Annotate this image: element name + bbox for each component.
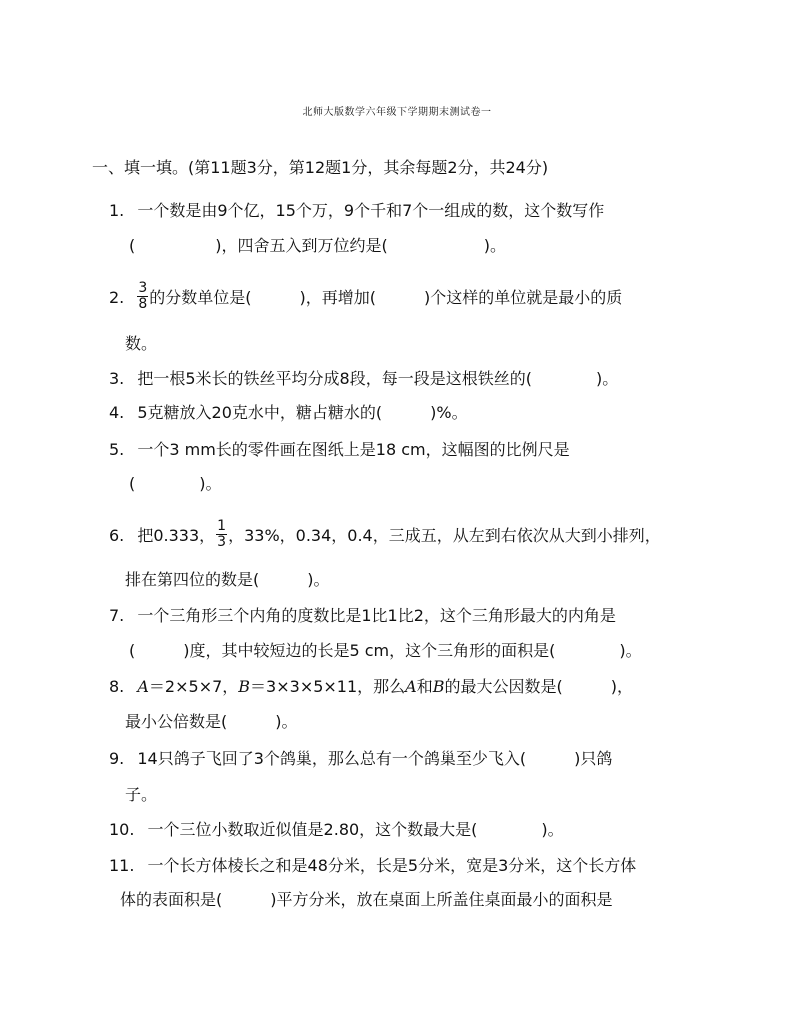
question-5-line-1 bbox=[109, 440, 570, 460]
question-text: ，33%，0.34，0.4，三成五，从左到右依次从大到小排列， bbox=[228, 526, 661, 545]
question-8-line-1 bbox=[109, 677, 633, 697]
question-9-line-1 bbox=[109, 749, 612, 769]
question-5-line-2: ( )。 bbox=[129, 474, 222, 493]
question-11-line-2: 体的表面积是( )平方分米，放在桌面上所盖住桌面最小的面积是 bbox=[120, 890, 613, 909]
question-1-line-2: ( )，四舍五入到万位约是( )。 bbox=[129, 236, 506, 255]
question-text: 一个数是由9个亿，15个万，9个千和7个一组成的数，这个数写作 bbox=[137, 201, 605, 220]
question-3-line-1 bbox=[109, 369, 618, 389]
question-text: 把0.333， bbox=[137, 526, 216, 545]
question-7-line-2: ( )度，其中较短边的长是5 cm，这个三角形的面积是( )。 bbox=[129, 641, 642, 660]
question-text: 一个三位小数取近似值是2.80，这个数最大是( )。 bbox=[147, 820, 564, 839]
variable-a: A bbox=[405, 677, 417, 696]
question-8-line-2: 最小公倍数是( )。 bbox=[125, 712, 298, 731]
variable-b: B bbox=[432, 677, 445, 696]
page-title: 北师大版数学六年级下学期期末测试卷一 bbox=[302, 107, 492, 118]
question-text: 把一根5米长的铁丝平均分成8段，每一段是这根铁丝的( )。 bbox=[137, 369, 619, 388]
question-text bbox=[137, 677, 633, 696]
section-heading: 一、填一填。(第11题3分，第12题1分，其余每题2分，共24分) bbox=[92, 158, 549, 177]
question-2-line-2: 数。 bbox=[125, 334, 158, 353]
fraction bbox=[216, 519, 227, 550]
question-number: 10. bbox=[109, 820, 135, 839]
question-text: 一个三角形三个内角的度数比是1比1比2，这个三角形最大的内角是 bbox=[137, 606, 616, 625]
variable-b: B bbox=[238, 677, 251, 696]
fraction-denominator: 3 bbox=[217, 534, 227, 550]
question-4-line-1 bbox=[109, 403, 468, 423]
question-number: 7. bbox=[109, 606, 125, 625]
question-text-part: ＝2×5×7， bbox=[148, 677, 239, 696]
question-number: 2. bbox=[109, 288, 125, 307]
question-text: 14只鸽子飞回了3个鸽巢，那么总有一个鸽巢至少飞入( )只鸽 bbox=[137, 749, 613, 768]
question-text: 一个3 mm长的零件画在图纸上是18 cm，这幅图的比例尺是 bbox=[137, 440, 570, 459]
question-text-part: 的最大公因数是( )， bbox=[444, 677, 634, 696]
question-text: 5克糖放入20克水中，糖占糖水的( )%。 bbox=[137, 403, 468, 422]
question-text: 的分数单位是( )，再增加( )个这样的单位就是最小的质 bbox=[149, 288, 623, 307]
question-number: 8. bbox=[109, 677, 125, 696]
fraction-numerator: 1 bbox=[217, 518, 227, 534]
question-number: 3. bbox=[109, 369, 125, 388]
variable-a: A bbox=[137, 677, 149, 696]
question-11-line-1 bbox=[109, 856, 636, 876]
question-number: 1. bbox=[109, 201, 125, 220]
question-6-line-1 bbox=[109, 518, 661, 552]
question-10-line-1 bbox=[109, 820, 564, 840]
question-2-line-1 bbox=[109, 280, 623, 314]
question-number: 5. bbox=[109, 440, 125, 459]
question-7-line-1 bbox=[109, 606, 616, 626]
question-number: 9. bbox=[109, 749, 125, 768]
question-text-part: 和 bbox=[416, 677, 433, 696]
question-number: 6. bbox=[109, 526, 125, 545]
question-number: 11. bbox=[109, 856, 135, 875]
question-text: 一个长方体棱长之和是48分米，长是5分米，宽是3分米，这个长方体 bbox=[147, 856, 637, 875]
question-9-line-2: 子。 bbox=[125, 785, 158, 804]
question-text-part: ＝3×3×5×11，那么 bbox=[250, 677, 406, 696]
fraction-denominator: 8 bbox=[138, 296, 148, 312]
question-6-line-2: 排在第四位的数是( )。 bbox=[125, 570, 330, 589]
fraction-numerator: 3 bbox=[138, 280, 148, 296]
question-number: 4. bbox=[109, 403, 125, 422]
fraction bbox=[137, 281, 148, 312]
question-1-line-1 bbox=[109, 201, 604, 221]
